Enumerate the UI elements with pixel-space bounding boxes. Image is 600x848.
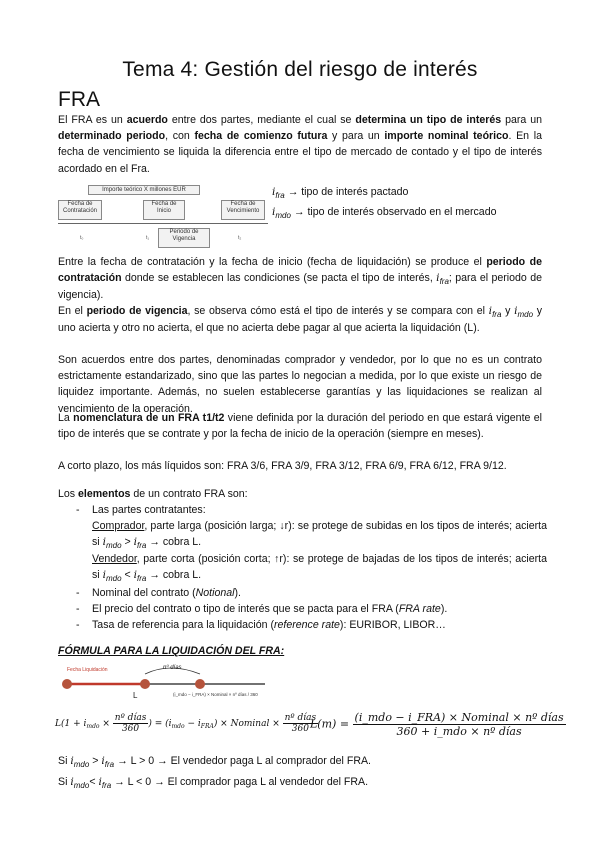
contratacion-paragraph: Entre la fecha de contratación y la fecha de inicio (fecha de liquidación) se produce el periodo de contratación donde se establecen las condiciones (se pacta el tipo de interés, $i_{fra}$; para el periodo de vigencia).	[58, 256, 542, 302]
nominal-box: Importe teórico X millones EUR	[88, 185, 200, 195]
legend-mdo: $i_{mdo}$ → tipo de interés observado en el mercado	[272, 206, 497, 220]
list-item: - Tasa de referencia para la liquidación (reference rate): EURIBOR, LIBOR…	[76, 619, 446, 631]
timeline-node-end	[195, 679, 205, 689]
timeline-label-top: nº días	[163, 665, 182, 671]
seller-item: Vendedor, parte corta (posición corta; ↑r): se protege de bajadas de los tipos de interés; acierta si $i_{mdo} < i_{fra}$ → cobra L.	[92, 553, 547, 584]
timeline-label-formula: (i_mdo − i_FRA) × Nominal × nº días / 360	[173, 692, 258, 697]
timeline-node-start	[62, 679, 72, 689]
buyer-item: Comprador, parte larga (posición larga; ↓r): se protege de subidas en los tipos de interés; acierta si $i_{mdo} > i_{fra}$ → cobra L.	[92, 520, 547, 551]
t1-label: t₁	[146, 235, 150, 241]
list-item: - El precio del contrato o tipo de interés que se pacta para el FRA (FRA rate).	[76, 603, 448, 615]
timeline-label-left: Fecha Liquidación	[67, 667, 108, 673]
rule-seller-pays: Si $i_{mdo} > i_{fra} \to L > 0 \to El$ vendedor paga L al comprador del FRA.	[58, 755, 371, 769]
contratacion-box: Fecha de Contratación	[58, 200, 102, 220]
timeline-axis	[58, 223, 268, 224]
legend-fra: $i_{fra}$ → tipo de interés pactado	[272, 186, 409, 200]
vigencia-paragraph: En el periodo de vigencia, se observa cómo está el tipo de interés y se compara con el $i_{fra}$ y $i_{mdo}$ y uno acierta y otro no acierta, el que no acierta debe pagar al que acierta la liquidación (L).	[58, 305, 542, 335]
timeline-label-L: L	[133, 691, 138, 700]
elements-intro: Los elementos de un contrato FRA son:	[58, 488, 248, 500]
formula-right: L(m) = $\frac{\text{(i\_mdo − i\_FRA) × Nominal × nº días}}{\text{360 + i\_mdo × nº días}}$	[310, 711, 564, 738]
nomenclatura-paragraph: La nomenclatura de un FRA t1/t2 viene definida por la duración del periodo en que estará vigente el tipo de interés que se contrate y por la fecha de inicio de la operación (siempre en meses).	[58, 412, 542, 441]
liquidos-paragraph: A corto plazo, los más líquidos son: FRA 3/6, FRA 3/9, FRA 3/12, FRA 6/9, FRA 6/12, FRA 9/12.	[58, 460, 507, 472]
inicio-box: Fecha de Inicio	[143, 200, 185, 220]
intro-paragraph: El FRA es un acuerdo entre dos partes, mediante el cual se determina un tipo de interés para un determinado periodo, con fecha de comienzo futura y para un importe nominal teórico. En la fecha de vencimiento se liquida la diferencia entre el tipo de mercado de contado y el tipo de interés acordado en el Fra.	[58, 114, 542, 175]
rule-buyer-pays: Si $i_{mdo}< i_{fra} \to L < 0 \to El$ comprador paga L al vendedor del FRA.	[58, 776, 369, 790]
list-item: - Nominal del contrato (Notional).	[76, 587, 241, 599]
settlement-timeline	[55, 660, 285, 705]
section-heading: FRA	[58, 88, 100, 111]
formula-heading: FÓRMULA PARA LA LIQUIDACIÓN DEL FRA:	[58, 645, 285, 657]
formula-left: $L(1 + i_{mdo}$ × $\frac{\text{nº días}}{360}$ ) = $(i_{mdo} - i_{FRA})$ × Nominal × $\frac{\text{nº días}}{360}$	[55, 713, 317, 734]
fra-timeline-diagram	[58, 180, 268, 250]
t2-label: t₂	[238, 235, 242, 241]
t0-label: t₀	[80, 235, 84, 241]
list-item: - Las partes contratantes:	[76, 504, 206, 516]
acuerdos-paragraph: Son acuerdos entre dos partes, denominadas comprador y vendedor, por lo que no es un contrato estrictamente estandarizado, sino que las partes lo negocian a medida, por lo que existe un riesgo de liquidez importante. Además, no suelen establecerse garantías y las liquidaciones se realizan al vencimiento de la operación.	[58, 354, 542, 415]
vigencia-box: Periodo de Vigencia	[158, 228, 210, 248]
page-title: Tema 4: Gestión del riesgo de interés	[122, 58, 478, 81]
vencimiento-box: Fecha de Vencimiento	[221, 200, 265, 220]
timeline-node-mid	[140, 679, 150, 689]
